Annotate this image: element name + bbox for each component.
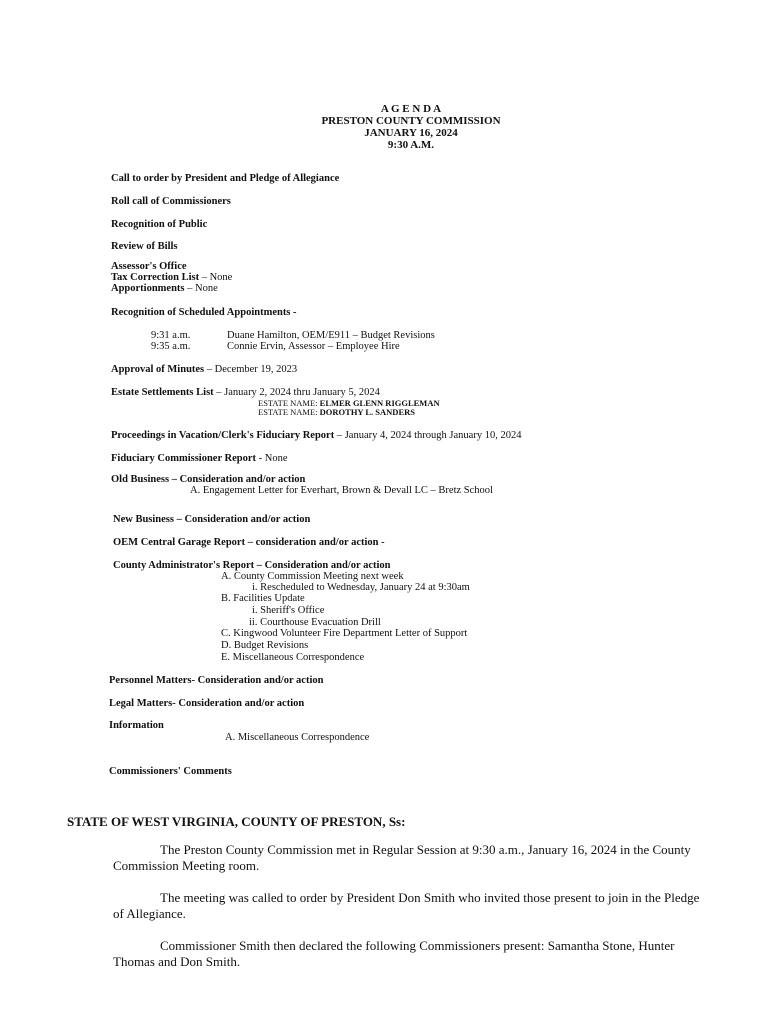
old-business-item: A. Engagement Letter for Everhart, Brown & Devall LC – Bretz School [190, 485, 493, 496]
meeting-time: 9:30 A.M. [387, 139, 435, 151]
scheduled-appointments: Recognition of Scheduled Appointments - [111, 307, 297, 318]
approval-label: Approval of Minutes [111, 364, 205, 375]
proceedings-label: Proceedings in Vacation/Clerk's Fiduciary Report [111, 430, 335, 441]
appointment-desc: Connie Ervin, Assessor – Employee Hire [227, 341, 400, 352]
old-business: Old Business – Consideration and/or action [111, 474, 306, 485]
admin-item-d: D. Budget Revisions [221, 640, 309, 651]
recognition-public: Recognition of Public [111, 219, 208, 230]
commission-name: PRESTON COUNTY COMMISSION [321, 115, 501, 127]
roll-call: Roll call of Commissioners [111, 196, 231, 207]
admin-item-b-i: i. Sheriff's Office [252, 605, 325, 616]
assessor-office: Assessor's Office [111, 261, 187, 272]
review-bills: Review of Bills [111, 241, 178, 252]
appointment-time: 9:31 a.m. [151, 330, 191, 341]
appointment-time: 9:35 a.m. [151, 341, 191, 352]
admin-item-b: B. Facilities Update [221, 593, 305, 604]
apportionments-label: Apportionments [111, 283, 185, 294]
estate-settlements [111, 387, 380, 398]
tax-correction-label: Tax Correction List [111, 272, 200, 283]
tax-correction-value: – None [199, 272, 233, 283]
information-item: A. Miscellaneous Correspondence [225, 732, 370, 743]
apportionments-value: – None [184, 283, 218, 294]
fiduciary-label: Fiduciary Commissioner Report [111, 453, 257, 464]
estate-name: ELMER GLENN RIGGLEMAN [319, 398, 440, 408]
legal-matters: Legal Matters- Consideration and/or action [109, 698, 305, 709]
new-business: New Business – Consideration and/or action [113, 514, 311, 525]
oem-report: OEM Central Garage Report – consideration and/or action - [113, 537, 385, 548]
proceedings-value: – January 4, 2024 through January 10, 2024 [334, 430, 522, 441]
admin-item-c: C. Kingwood Volunteer Fire Department Letter of Support [221, 628, 468, 639]
estate-name-label: ESTATE NAME: [258, 407, 320, 417]
personnel-matters: Personnel Matters- Consideration and/or action [109, 675, 324, 686]
county-admin-report: County Administrator's Report – Consideration and/or action [113, 560, 391, 571]
approval-minutes [111, 364, 297, 375]
approval-value: – December 19, 2023 [204, 364, 298, 375]
estate-label: Estate Settlements List [111, 387, 214, 398]
estate-name-line [258, 407, 415, 417]
proceedings-report [111, 430, 521, 441]
commissioners-comments: Commissioners' Comments [109, 766, 232, 777]
information-heading: Information [109, 720, 164, 731]
fiduciary-report [111, 453, 288, 464]
minutes-paragraph: The Preston County Commission met in Regular Session at 9:30 a.m., January 16, 2024 in the County Commission Meeting room. [113, 842, 691, 873]
fiduciary-value: - None [256, 453, 288, 464]
admin-item-e: E. Miscellaneous Correspondence [221, 652, 365, 663]
appointment-desc: Duane Hamilton, OEM/E911 – Budget Revisions [227, 330, 435, 341]
tax-correction-line [111, 272, 232, 283]
call-to-order: Call to order by President and Pledge of Allegiance [111, 173, 340, 184]
apportionments-line [111, 283, 218, 294]
admin-item-b-ii: ii. Courthouse Evacuation Drill [249, 617, 381, 628]
state-heading: STATE OF WEST VIRGINIA, COUNTY OF PRESTON, Ss: [67, 814, 406, 829]
admin-item-a: A. County Commission Meeting next week [221, 571, 404, 582]
minutes-paragraph: The meeting was called to order by President Don Smith who invited those present to join in the Pledge of Allegiance. [113, 890, 700, 921]
meeting-date: JANUARY 16, 2024 [364, 127, 458, 139]
estate-name: DOROTHY L. SANDERS [319, 407, 415, 417]
admin-item-a-i: i. Rescheduled to Wednesday, January 24 at 9:30am [252, 582, 470, 593]
estate-value: – January 2, 2024 thru January 5, 2024 [213, 387, 380, 398]
minutes-paragraph: Commissioner Smith then declared the following Commissioners present: Samantha Stone, Hunter Thomas and Don Smith. [113, 938, 675, 969]
agenda-title: A G E N D A [380, 103, 442, 115]
estate-name-label: ESTATE NAME: [258, 398, 320, 408]
